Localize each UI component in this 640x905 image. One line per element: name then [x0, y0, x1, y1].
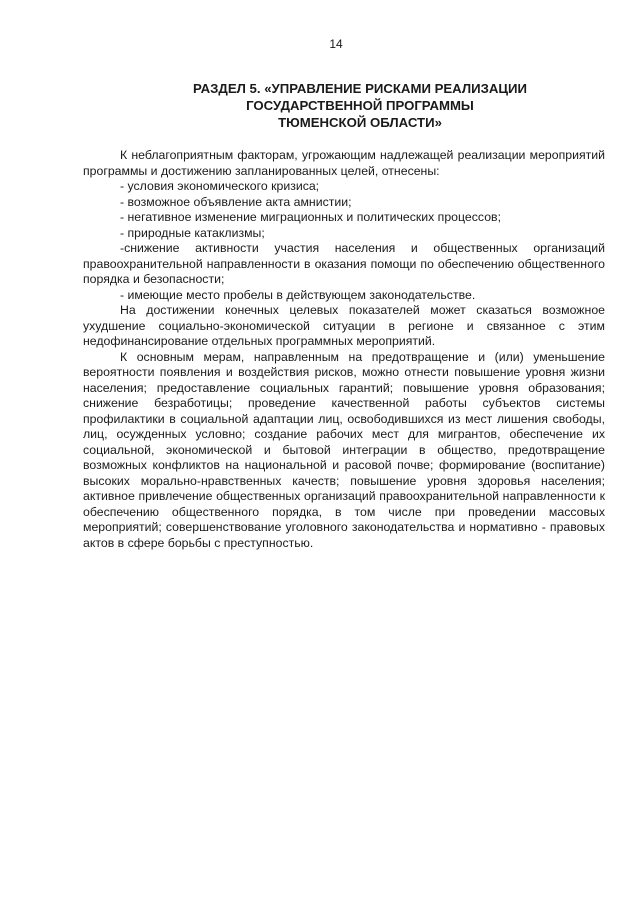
heading-line-2: ГОСУДАРСТВЕННОЙ ПРОГРАММЫ: [246, 98, 474, 113]
page-number: 14: [329, 37, 343, 51]
factor-item: - условия экономического кризиса;: [120, 179, 320, 193]
targets-paragraph: На достижении конечных целевых показателей может сказаться возможное ухудшение социально-экономической ситуации в регионе и связанное с этим недофинансирование отдельных программных мероприятий.: [83, 303, 605, 348]
factor-item: - природные катаклизмы;: [120, 225, 265, 240]
body-text: [83, 148, 605, 551]
factor-item: - негативное изменение миграционных и политических процессов;: [120, 210, 501, 224]
measures-paragraph: К основным мерам, направленным на предотвращение и (или) уменьшение вероятности появления и воздействия рисков, можно отнести повышение уровня жизни населения; предоставление социальных гарантий; повышение уровня образования; снижение безработицы; проведение качественной работы субъектов системы профилактики в социальной адаптации лиц, освободившихся из мест лишения свободы, лиц, осужденных условно; создание рабочих мест для мигрантов, обеспечение их социальной, экономической и бытовой интеграции в общество, предотвращение возможных конфликтов на национальной и расовой почве; формирование (воспитание) высоких морально-нравственных качеств; повышение уровня здоровья населения; активное привлечение общественных организаций правоохранительной направленности к обеспечению общественного порядка, в том числе при проведении массовых мероприятий; совершенствование уголовного законодательства и нормативно - правовых актов в сфере борьбы с преступностью.: [83, 349, 605, 550]
factor-item: - имеющие место пробелы в действующем законодательстве.: [120, 287, 476, 302]
factor-item: - возможное объявление акта амнистии;: [120, 194, 352, 209]
heading-line-3: ТЮМЕНСКОЙ ОБЛАСТИ»: [278, 115, 442, 130]
intro-paragraph: К неблагоприятным факторам, угрожающим надлежащей реализации мероприятий программы и достижению запланированных целей, отнесены:: [83, 148, 605, 178]
section-heading: [150, 80, 570, 131]
factor-item: -снижение активности участия населения и общественных организаций правоохранительной направленности в оказания помощи по обеспечению общественного порядка и безопасности;: [83, 241, 605, 286]
heading-line-1: РАЗДЕЛ 5. «УПРАВЛЕНИЕ РИСКАМИ РЕАЛИЗАЦИИ: [193, 81, 527, 96]
